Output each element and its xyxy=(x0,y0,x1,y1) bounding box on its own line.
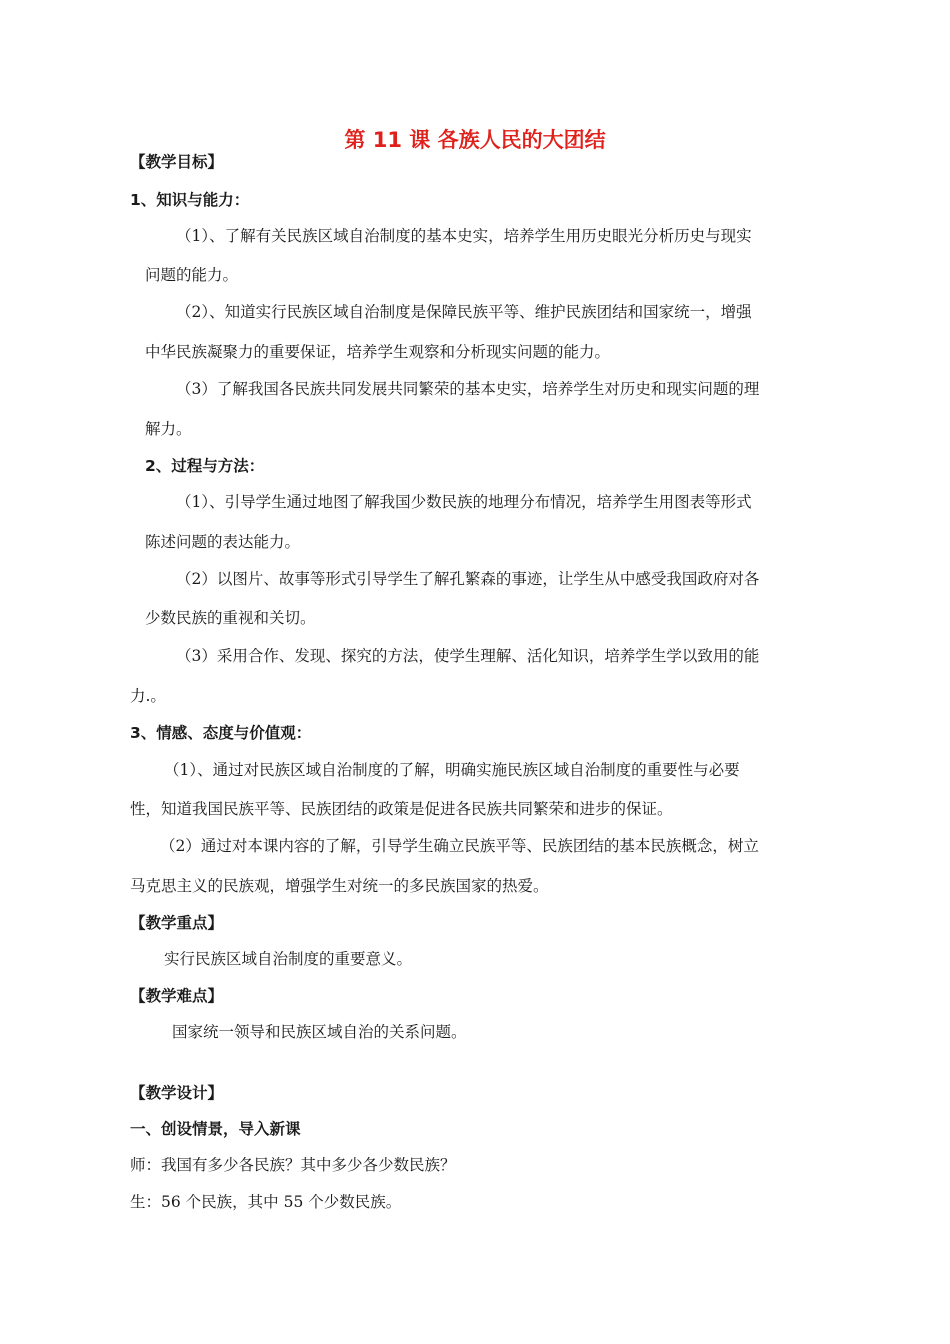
difficulty-heading: 【教学难点】 xyxy=(130,987,224,1005)
objectives-heading: 【教学目标】 xyxy=(130,153,224,171)
p3-line2: 力.。 xyxy=(130,687,166,705)
e1-line2: 性，知道我国民族平等、民族团结的政策是促进各民族共同繁荣和进步的保证。 xyxy=(130,800,673,818)
process-heading: 2、过程与方法： xyxy=(145,457,265,475)
difficulty-text: 国家统一领导和民族区域自治的关系问题。 xyxy=(172,1023,467,1041)
p3-line1: （3）采用合作、发现、探究的方法，使学生理解、活化知识，培养学生学以致用的能 xyxy=(176,647,760,665)
k1-line1: （1）、了解有关民族区域自治制度的基本史实，培养学生用历史眼光分析历史与现实 xyxy=(176,227,752,245)
dialog-student: 生：56 个民族，其中 55 个少数民族。 xyxy=(130,1193,402,1211)
key-text: 实行民族区域自治制度的重要意义。 xyxy=(164,950,413,968)
e1-line1: （1）、通过对民族区域自治制度的了解，明确实施民族区域自治制度的重要性与必要 xyxy=(164,761,740,779)
k3-line2: 解力。 xyxy=(145,420,192,438)
emotion-heading: 3、情感、态度与价值观： xyxy=(130,724,312,742)
key-heading: 【教学重点】 xyxy=(130,914,224,932)
dialog-teacher: 师：我国有多少各民族？其中多少各少数民族？ xyxy=(130,1156,456,1174)
page-title: 第 11 课 各族人民的大团结 xyxy=(344,128,606,152)
p1-line2: 陈述问题的表达能力。 xyxy=(145,533,301,551)
k2-line2: 中华民族凝聚力的重要保证，培养学生观察和分析现实问题的能力。 xyxy=(145,343,611,361)
p2-line1: （2）以图片、故事等形式引导学生了解孔繁森的事迹，让学生从中感受我国政府对各 xyxy=(176,570,760,588)
knowledge-heading: 1、知识与能力： xyxy=(130,191,250,209)
p2-line2: 少数民族的重视和关切。 xyxy=(145,609,316,627)
k2-line1: （2）、知道实行民族区域自治制度是保障民族平等、维护民族团结和国家统一，增强 xyxy=(176,303,752,321)
k1-line2: 问题的能力。 xyxy=(145,266,239,284)
e2-line1: （2）通过对本课内容的了解，引导学生确立民族平等、民族团结的基本民族概念，树立 xyxy=(160,837,759,855)
design-heading: 【教学设计】 xyxy=(130,1084,224,1102)
k3-line1: （3）了解我国各民族共同发展共同繁荣的基本史实，培养学生对历史和现实问题的理 xyxy=(176,380,760,398)
p1-line1: （1）、引导学生通过地图了解我国少数民族的地理分布情况，培养学生用图表等形式 xyxy=(176,493,752,511)
e2-line2: 马克思主义的民族观，增强学生对统一的多民族国家的热爱。 xyxy=(130,877,549,895)
step1-heading: 一、创设情景，导入新课 xyxy=(130,1120,301,1138)
